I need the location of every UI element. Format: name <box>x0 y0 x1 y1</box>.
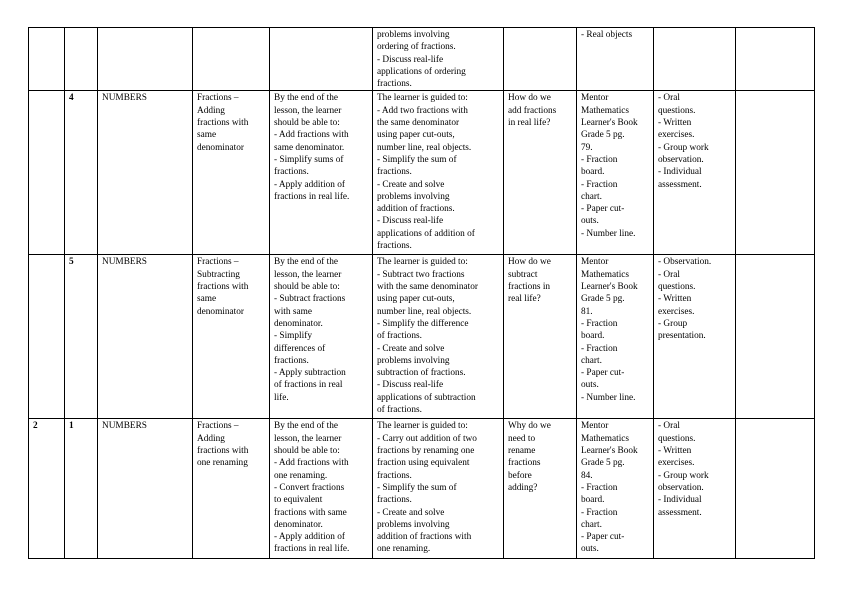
cell-line: - Simplify <box>274 331 312 342</box>
learning-experiences-cell <box>373 91 504 255</box>
cell-line: - Individual <box>658 167 702 178</box>
table-row <box>29 28 815 91</box>
cell-line: The learner is guided to: <box>377 421 468 432</box>
lesson-number: 4 <box>69 93 74 104</box>
table-body <box>29 28 815 559</box>
cell-line: applications of subtraction <box>377 392 476 403</box>
cell-line: - Paper cut- <box>581 368 625 379</box>
cell-line: chart. <box>581 191 602 202</box>
cell-line: Mathematics <box>581 269 630 280</box>
cell-line: outs. <box>581 380 599 391</box>
cell-line: Grade 5 pg. <box>581 458 625 469</box>
inquiry-question-cell <box>504 255 577 419</box>
lesson-cell <box>65 91 98 255</box>
cell-line: outs. <box>581 216 599 227</box>
cell-line: lesson, the learner <box>274 433 342 444</box>
cell-line: Learner's Book <box>581 282 638 293</box>
cell-line: to equivalent <box>274 495 323 506</box>
cell-line: - Create and solve <box>377 343 445 354</box>
cell-line: assessment. <box>658 179 702 190</box>
cell-line: Mentor <box>581 257 609 268</box>
cell-line: - Carry out addition of two <box>377 433 477 444</box>
cell-line: - Oral <box>658 421 680 432</box>
cell-line: need to <box>508 433 536 444</box>
cell-line: - Create and solve <box>377 507 445 518</box>
cell-line: - Discuss real-life <box>377 380 444 391</box>
table-row <box>29 255 815 419</box>
sub-strand-cell <box>193 255 270 419</box>
cell-line: fractions with <box>197 118 249 129</box>
cell-line: The learner is guided to: <box>377 93 468 104</box>
table-row <box>29 419 815 559</box>
assessment-cell <box>654 91 736 255</box>
cell-line: Adding <box>197 433 225 444</box>
learning-resources-cell <box>577 419 654 559</box>
cell-line: chart. <box>581 519 602 530</box>
cell-line: chart. <box>581 355 602 366</box>
week-cell <box>29 255 65 419</box>
cell-line: one renaming. <box>274 470 328 481</box>
cell-line: real life? <box>508 294 541 305</box>
cell-line: 84. <box>581 470 593 481</box>
cell-line: fractions in <box>508 282 551 293</box>
cell-line: - Written <box>658 294 692 305</box>
cell-line: Why do we <box>508 421 551 432</box>
cell-line: problems involving <box>377 355 450 366</box>
cell-line: subtraction of fractions. <box>377 368 466 379</box>
cell-line: - Observation. <box>658 257 712 268</box>
cell-line: should be able to: <box>274 118 340 129</box>
sub-strand-cell <box>193 91 270 255</box>
cell-line: - Fraction <box>581 318 618 329</box>
learning-experiences-cell <box>373 419 504 559</box>
learning-outcomes-cell <box>270 91 373 255</box>
cell-line: Learner's Book <box>581 446 638 457</box>
week-number: 2 <box>33 421 38 432</box>
cell-line: one renaming <box>197 458 248 469</box>
cell-line: Subtracting <box>197 269 240 280</box>
cell-line: Grade 5 pg. <box>581 294 625 305</box>
cell-line: questions. <box>658 282 696 293</box>
learning-resources-cell <box>577 28 654 91</box>
cell-line: By the end of the <box>274 93 339 104</box>
cell-line: - Add two fractions with <box>377 105 468 116</box>
cell-line: rename <box>508 446 536 457</box>
cell-line: using paper cut-outs, <box>377 294 455 305</box>
inquiry-question-cell <box>504 91 577 255</box>
week-cell <box>29 28 65 91</box>
cell-line: - Fraction <box>581 482 618 493</box>
cell-line: fractions. <box>377 470 412 481</box>
cell-line: addition of fractions. <box>377 204 455 215</box>
cell-line: - Number line. <box>581 228 636 239</box>
strand-cell <box>98 28 193 91</box>
cell-line: observation. <box>658 482 704 493</box>
cell-line: exercises. <box>658 458 695 469</box>
cell-line: - Create and solve <box>377 179 445 190</box>
cell-line: add fractions <box>508 105 557 116</box>
cell-line: By the end of the <box>274 257 339 268</box>
lesson-number: 1 <box>69 421 74 432</box>
cell-line: The learner is guided to: <box>377 257 468 268</box>
lesson-cell <box>65 255 98 419</box>
cell-line: fractions by renaming one <box>377 446 475 457</box>
cell-line: fractions in real life. <box>274 544 350 555</box>
cell-line: - Fraction <box>581 343 618 354</box>
cell-line: subtract <box>508 269 538 280</box>
cell-line: of fractions. <box>377 331 422 342</box>
cell-line: - Individual <box>658 495 702 506</box>
cell-line: - Written <box>658 118 692 129</box>
cell-line: - Simplify sums of <box>274 154 344 165</box>
cell-line: outs. <box>581 544 599 555</box>
cell-line: observation. <box>658 154 704 165</box>
cell-line: board. <box>581 331 605 342</box>
cell-line: fractions with same <box>274 507 347 518</box>
cell-line: presentation. <box>658 331 706 342</box>
cell-line: - Fraction <box>581 154 618 165</box>
cell-line: exercises. <box>658 130 695 141</box>
cell-line: Adding <box>197 105 225 116</box>
cell-line: with the same denominator <box>377 282 478 293</box>
lesson-number: 5 <box>69 257 74 268</box>
cell-line: - Convert fractions <box>274 482 345 493</box>
cell-line: board. <box>581 495 605 506</box>
cell-line: fractions. <box>377 495 412 506</box>
reflection-cell <box>736 419 815 559</box>
cell-line: - Number line. <box>581 392 636 403</box>
cell-line: How do we <box>508 93 551 104</box>
cell-line: fractions with <box>197 446 249 457</box>
cell-line: same <box>197 294 217 305</box>
week-cell <box>29 91 65 255</box>
cell-line: - Fraction <box>581 507 618 518</box>
strand-cell <box>98 419 193 559</box>
strand-cell <box>98 91 193 255</box>
inquiry-question-cell <box>504 419 577 559</box>
cell-line: Grade 5 pg. <box>581 130 625 141</box>
cell-line: - Apply addition of <box>274 532 346 543</box>
cell-line: lesson, the learner <box>274 269 342 280</box>
cell-line: questions. <box>658 433 696 444</box>
cell-line: Fractions – <box>197 257 239 268</box>
learning-resources-cell <box>577 91 654 255</box>
strand-text: NUMBERS <box>102 257 147 268</box>
cell-line: - Oral <box>658 269 680 280</box>
week-cell <box>29 419 65 559</box>
cell-line: the same denominator <box>377 118 460 129</box>
learning-outcomes-cell <box>270 255 373 419</box>
cell-line: one renaming. <box>377 544 431 555</box>
cell-line: fractions. <box>377 79 412 90</box>
cell-line: Mentor <box>581 93 609 104</box>
cell-line: Fractions – <box>197 93 239 104</box>
cell-line: with same <box>274 306 312 317</box>
cell-line: Mathematics <box>581 433 630 444</box>
cell-line: - Discuss real-life <box>377 216 444 227</box>
cell-line: Fractions – <box>197 421 239 432</box>
reflection-cell <box>736 28 815 91</box>
strand-text: NUMBERS <box>102 421 147 432</box>
learning-resources-cell <box>577 255 654 419</box>
cell-line: denominator <box>197 142 244 153</box>
cell-line: life. <box>274 392 289 403</box>
cell-line: - Discuss real-life <box>377 54 444 65</box>
cell-line: - Group work <box>658 470 709 481</box>
cell-line: fractions with <box>197 282 249 293</box>
cell-line: lesson, the learner <box>274 105 342 116</box>
scheme-of-work-table <box>28 27 815 559</box>
table-row <box>29 91 815 255</box>
assessment-cell <box>654 255 736 419</box>
cell-line: - Fraction <box>581 179 618 190</box>
cell-line: - Oral <box>658 93 680 104</box>
cell-line: - Subtract two fractions <box>377 269 465 280</box>
lesson-cell <box>65 28 98 91</box>
cell-line: questions. <box>658 105 696 116</box>
cell-line: addition of fractions with <box>377 532 472 543</box>
cell-line: adding? <box>508 482 538 493</box>
cell-line: - Written <box>658 446 692 457</box>
cell-line: board. <box>581 167 605 178</box>
sub-strand-cell <box>193 419 270 559</box>
inquiry-question-cell <box>504 28 577 91</box>
cell-line: denominator. <box>274 318 323 329</box>
cell-line: denominator <box>197 306 244 317</box>
cell-line: - Group <box>658 318 688 329</box>
cell-line: should be able to: <box>274 446 340 457</box>
cell-line: fractions in real life. <box>274 191 350 202</box>
learning-outcomes-cell <box>270 419 373 559</box>
cell-line: - Simplify the sum of <box>377 482 457 493</box>
cell-line: should be able to: <box>274 282 340 293</box>
reflection-cell <box>736 91 815 255</box>
cell-line: - Add fractions with <box>274 458 349 469</box>
cell-line: - Add fractions with <box>274 130 349 141</box>
cell-line: fractions. <box>377 167 412 178</box>
scheme-of-work-page <box>28 27 815 559</box>
cell-line: 79. <box>581 142 593 153</box>
cell-line: of fractions. <box>377 405 422 416</box>
learning-experiences-cell <box>373 28 504 91</box>
cell-line: fractions. <box>377 241 412 252</box>
strand-cell <box>98 255 193 419</box>
cell-line: exercises. <box>658 306 695 317</box>
cell-line: How do we <box>508 257 551 268</box>
cell-line: differences of <box>274 343 326 354</box>
cell-line: - Paper cut- <box>581 204 625 215</box>
learning-outcomes-cell <box>270 28 373 91</box>
cell-line: number line, real objects. <box>377 142 472 153</box>
assessment-cell <box>654 419 736 559</box>
cell-line: Learner's Book <box>581 118 638 129</box>
sub-strand-cell <box>193 28 270 91</box>
cell-line: Mentor <box>581 421 609 432</box>
cell-line: fraction using equivalent <box>377 458 470 469</box>
reflection-cell <box>736 255 815 419</box>
cell-line: - Real objects <box>581 30 633 40</box>
cell-line: number line, real objects. <box>377 306 472 317</box>
cell-line: fractions. <box>274 167 309 178</box>
cell-line: - Apply addition of <box>274 179 346 190</box>
strand-text: NUMBERS <box>102 93 147 104</box>
cell-line: same denominator. <box>274 142 345 153</box>
cell-line: problems involving <box>377 30 450 40</box>
cell-line: fractions <box>508 458 541 469</box>
cell-line: - Apply subtraction <box>274 368 346 379</box>
cell-line: - Simplify the difference <box>377 318 469 329</box>
cell-line: applications of addition of <box>377 228 475 239</box>
cell-line: By the end of the <box>274 421 339 432</box>
cell-line: - Subtract fractions <box>274 294 346 305</box>
cell-line: fractions. <box>274 355 309 366</box>
cell-line: Mathematics <box>581 105 630 116</box>
cell-line: assessment. <box>658 507 702 518</box>
cell-line: before <box>508 470 532 481</box>
cell-line: using paper cut-outs, <box>377 130 455 141</box>
cell-line: in real life? <box>508 118 551 129</box>
learning-experiences-cell <box>373 255 504 419</box>
cell-line: same <box>197 130 217 141</box>
cell-line: - Paper cut- <box>581 532 625 543</box>
cell-line: denominator. <box>274 519 323 530</box>
cell-line: applications of ordering <box>377 66 466 77</box>
cell-line: - Simplify the sum of <box>377 154 457 165</box>
cell-line: - Group work <box>658 142 709 153</box>
cell-line: ordering of fractions. <box>377 42 456 53</box>
cell-line: problems involving <box>377 191 450 202</box>
cell-line: of fractions in real <box>274 380 343 391</box>
assessment-cell <box>654 28 736 91</box>
lesson-cell <box>65 419 98 559</box>
cell-line: 81. <box>581 306 593 317</box>
cell-line: problems involving <box>377 519 450 530</box>
